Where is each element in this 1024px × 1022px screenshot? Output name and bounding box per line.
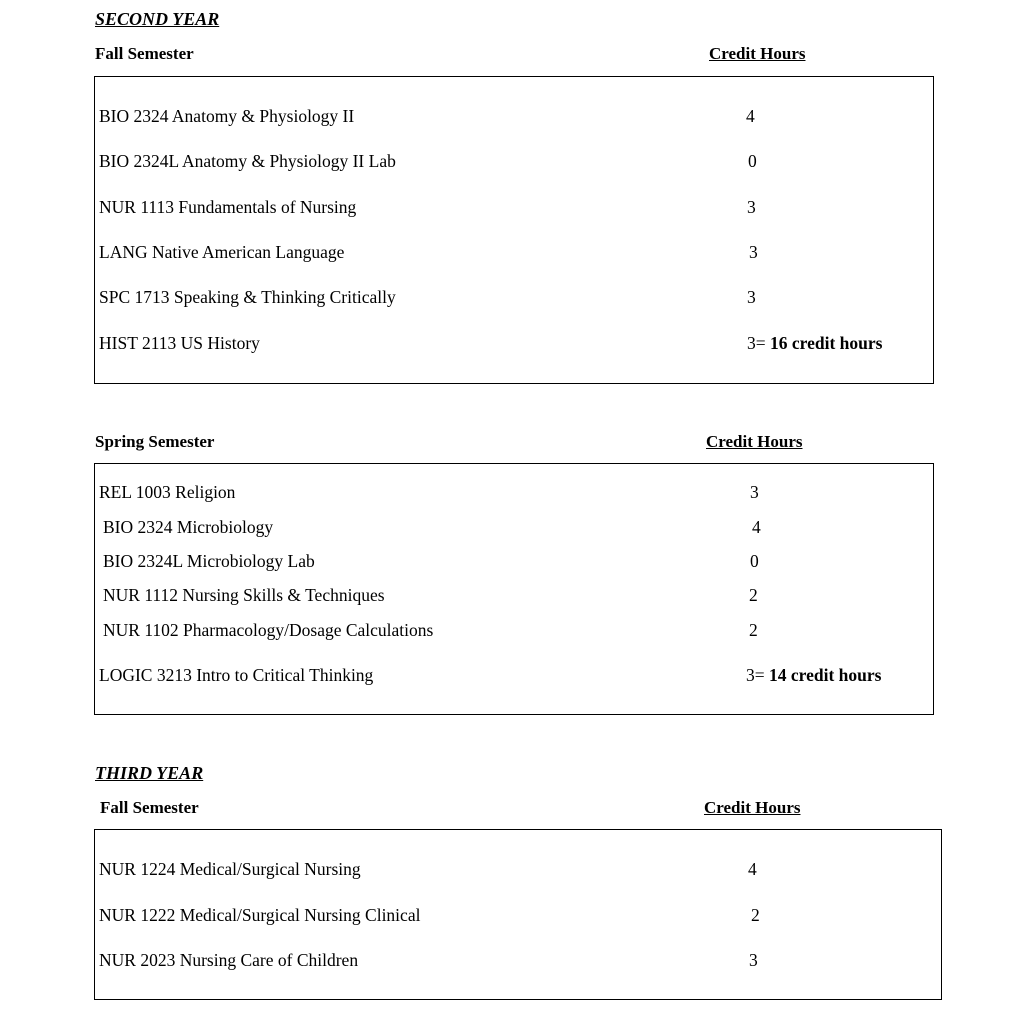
course-credits: 4 bbox=[748, 859, 757, 879]
course-credits: 4 bbox=[752, 517, 761, 537]
course-credits: 0 bbox=[750, 551, 759, 571]
course-name: HIST 2113 US History bbox=[99, 333, 260, 353]
course-name: NUR 1102 Pharmacology/Dosage Calculations bbox=[103, 620, 434, 640]
course-credits: 0 bbox=[748, 151, 757, 171]
course-credits: 2 bbox=[749, 620, 758, 640]
course-credits-total: 3= 16 credit hours bbox=[747, 333, 883, 353]
year-heading: SECOND YEAR bbox=[95, 9, 220, 29]
course-table bbox=[94, 829, 942, 1000]
course-name: NUR 1224 Medical/Surgical Nursing bbox=[99, 859, 361, 879]
course-name: BIO 2324L Microbiology Lab bbox=[103, 551, 315, 571]
course-name: NUR 2023 Nursing Care of Children bbox=[99, 950, 359, 970]
course-name: LOGIC 3213 Intro to Critical Thinking bbox=[99, 665, 374, 685]
year-heading: THIRD YEAR bbox=[95, 763, 204, 783]
semester-title: Spring Semester bbox=[95, 432, 215, 451]
course-credits: 2 bbox=[751, 905, 760, 925]
course-table bbox=[94, 463, 934, 715]
course-table bbox=[94, 76, 934, 384]
course-credits: 3 bbox=[747, 197, 756, 217]
course-name: SPC 1713 Speaking & Thinking Critically bbox=[99, 287, 396, 307]
semester-title: Fall Semester bbox=[100, 798, 199, 817]
credit-hours-header: Credit Hours bbox=[706, 432, 803, 451]
course-name: NUR 1112 Nursing Skills & Techniques bbox=[103, 585, 385, 605]
course-name: NUR 1113 Fundamentals of Nursing bbox=[99, 197, 357, 217]
course-name: BIO 2324L Anatomy & Physiology II Lab bbox=[99, 151, 396, 171]
course-credits: 4 bbox=[746, 106, 755, 126]
credit-hours-header: Credit Hours bbox=[704, 798, 801, 817]
course-credits-total: 3= 14 credit hours bbox=[746, 665, 882, 685]
semester-title: Fall Semester bbox=[95, 44, 194, 63]
course-name: BIO 2324 Anatomy & Physiology II bbox=[99, 106, 355, 126]
course-credits: 3 bbox=[749, 242, 758, 262]
course-credits: 3 bbox=[747, 287, 756, 307]
course-name: REL 1003 Religion bbox=[99, 482, 236, 502]
course-name: NUR 1222 Medical/Surgical Nursing Clinical bbox=[99, 905, 421, 925]
course-credits: 3 bbox=[749, 950, 758, 970]
course-credits: 2 bbox=[749, 585, 758, 605]
course-credits: 3 bbox=[750, 482, 759, 502]
course-name: BIO 2324 Microbiology bbox=[103, 517, 274, 537]
credit-hours-header: Credit Hours bbox=[709, 44, 806, 63]
course-name: LANG Native American Language bbox=[99, 242, 345, 262]
